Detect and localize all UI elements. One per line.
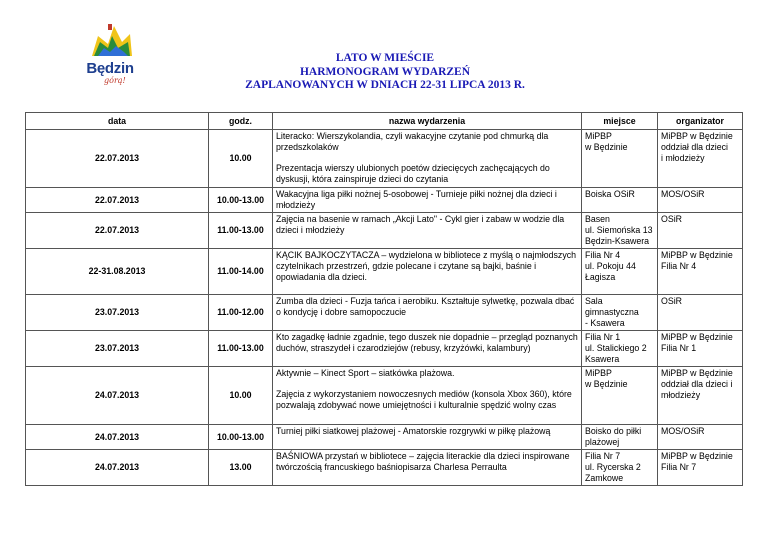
event-description: Aktywnie – Kinect Sport – siatkówka plażowa. bbox=[276, 368, 455, 378]
cell-organizer: MiPBP w Będzinie Filia Nr 7 bbox=[658, 450, 743, 486]
table-row bbox=[26, 425, 743, 450]
cell-time: 10.00-13.00 bbox=[209, 188, 273, 213]
event-description: Zajęcia z wykorzystaniem nowoczesnych mediów (konsola Xbox 360), które pozwalają zdobywać nowe umiejętności i kulturalnie spędzić wolny czas bbox=[276, 389, 572, 410]
cell-event bbox=[273, 295, 582, 331]
cell-place: Basen ul. Siemońska 13 Będzin-Ksawera bbox=[582, 213, 658, 249]
cell-time: 13.00 bbox=[209, 450, 273, 486]
document-title bbox=[200, 52, 570, 93]
table-row bbox=[26, 130, 743, 188]
table-row bbox=[26, 188, 743, 213]
table-row bbox=[26, 249, 743, 295]
cell-place: Sala gimnastyczna - Ksawera bbox=[582, 295, 658, 331]
title-line-1: LATO W MIEŚCIE bbox=[335, 52, 435, 64]
cell-event bbox=[273, 425, 582, 450]
cell-event bbox=[273, 130, 582, 188]
schedule-body bbox=[26, 130, 743, 486]
event-description: Zajęcia na basenie w ramach „Akcji Lato" - Cykl gier i zabaw w wodzie dla dzieci i młodzieży bbox=[276, 214, 565, 235]
table-row bbox=[26, 450, 743, 486]
cell-organizer: MOS/OSiR bbox=[658, 188, 743, 213]
table-row bbox=[26, 367, 743, 425]
cell-date: 24.07.2013 bbox=[26, 425, 209, 450]
bedzin-logo bbox=[78, 22, 142, 85]
cell-date: 24.07.2013 bbox=[26, 450, 209, 486]
cell-place: MiPBP w Będzinie bbox=[582, 367, 658, 425]
header-event: nazwa wydarzenia bbox=[273, 113, 582, 130]
cell-place: Filia Nr 4 ul. Pokoju 44 Łagisza bbox=[582, 249, 658, 295]
cell-time: 10.00-13.00 bbox=[209, 425, 273, 450]
table-row bbox=[26, 213, 743, 249]
event-description: BAŚNIOWA przystań w bibliotece – zajęcia literackie dla dzieci inspirowane twórczością francuskiego baśniopisarza Charlesa Perraulta bbox=[276, 451, 570, 472]
cell-organizer: OSiR bbox=[658, 213, 743, 249]
castle-icon bbox=[78, 22, 142, 62]
cell-date: 23.07.2013 bbox=[26, 295, 209, 331]
cell-date: 23.07.2013 bbox=[26, 331, 209, 367]
cell-organizer: MiPBP w Będzinie Filia Nr 1 bbox=[658, 331, 743, 367]
cell-time: 10.00 bbox=[209, 367, 273, 425]
header-organizer: organizator bbox=[658, 113, 743, 130]
cell-event bbox=[273, 213, 582, 249]
cell-organizer: MiPBP w Będzinie Filia Nr 4 bbox=[658, 249, 743, 295]
cell-organizer: MiPBP w Będzinie oddział dla dzieci i młodzieży bbox=[658, 130, 743, 188]
cell-event bbox=[273, 331, 582, 367]
cell-date: 22.07.2013 bbox=[26, 213, 209, 249]
cell-date: 22.07.2013 bbox=[26, 188, 209, 213]
cell-place: Boiska OSiR bbox=[582, 188, 658, 213]
cell-time: 11.00-13.00 bbox=[209, 213, 273, 249]
cell-organizer: MOS/OSiR bbox=[658, 425, 743, 450]
cell-time: 11.00-14.00 bbox=[209, 249, 273, 295]
title-line-3: ZAPLANOWANYCH W DNIACH 22-31 LIPCA 2013 R. bbox=[245, 79, 525, 91]
table-row bbox=[26, 295, 743, 331]
cell-place: Filia Nr 7 ul. Rycerska 2 Zamkowe bbox=[582, 450, 658, 486]
table-row bbox=[26, 331, 743, 367]
header-place: miejsce bbox=[582, 113, 658, 130]
logo-wordmark: Będzin bbox=[86, 60, 134, 77]
schedule-table bbox=[25, 112, 743, 486]
event-description: Wakacyjna liga piłki nożnej 5-osobowej - Turnieje piłki nożnej dla dzieci i młodzieży bbox=[276, 189, 557, 210]
cell-place: Boisko do piłki plażowej bbox=[582, 425, 658, 450]
cell-event bbox=[273, 249, 582, 295]
event-description: Kto zagadkę ładnie zgadnie, tego duszek nie dopadnie – przegląd poznanych duchów, straszydeł i czarodziejów (rebusy, krzyżówki, kalambury) bbox=[276, 332, 578, 353]
cell-event bbox=[273, 188, 582, 213]
cell-event bbox=[273, 450, 582, 486]
header-row bbox=[26, 113, 743, 130]
cell-place: MiPBP w Będzinie bbox=[582, 130, 658, 188]
cell-time: 11.00-13.00 bbox=[209, 331, 273, 367]
cell-organizer: OSiR bbox=[658, 295, 743, 331]
cell-date: 22.07.2013 bbox=[26, 130, 209, 188]
event-description: Prezentacja wierszy ulubionych poetów dziecięcych zachęcających do dyskusji, która zainspiruje dzieci do czytania bbox=[276, 163, 550, 184]
cell-time: 11.00-12.00 bbox=[209, 295, 273, 331]
cell-organizer: MiPBP w Będzinie oddział dla dzieci i młodzieży bbox=[658, 367, 743, 425]
cell-event bbox=[273, 367, 582, 425]
event-description: Zumba dla dzieci - Fuzja tańca i aerobiku. Kształtuje sylwetkę, pozwala dbać o kondycję i dobre samopoczucie bbox=[276, 296, 575, 317]
header-time: godz. bbox=[209, 113, 273, 130]
title-line-2: HARMONOGRAM WYDARZEŃ bbox=[299, 65, 471, 78]
cell-place: Filia Nr 1 ul. Stalickiego 2 Ksawera bbox=[582, 331, 658, 367]
event-description: Turniej piłki siatkowej plażowej - Amatorskie rozgrywki w piłkę plażową bbox=[276, 426, 551, 436]
cell-date: 24.07.2013 bbox=[26, 367, 209, 425]
event-description: KĄCIK BAJKOCZYTACZA – wydzielona w bibliotece z myślą o najmłodszych czytelnikach przestrzeń, gdzie polecane i czytane są bajki, baśnie i opowiadania dla dzieci. bbox=[276, 250, 577, 282]
cell-time: 10.00 bbox=[209, 130, 273, 188]
cell-date: 22-31.08.2013 bbox=[26, 249, 209, 295]
logo-tagline: górą! bbox=[104, 76, 126, 85]
header-date: data bbox=[26, 113, 209, 130]
event-description: Literacko: Wierszykolandia, czyli wakacyjne czytanie pod chmurką dla przedszkolaków bbox=[276, 131, 549, 152]
